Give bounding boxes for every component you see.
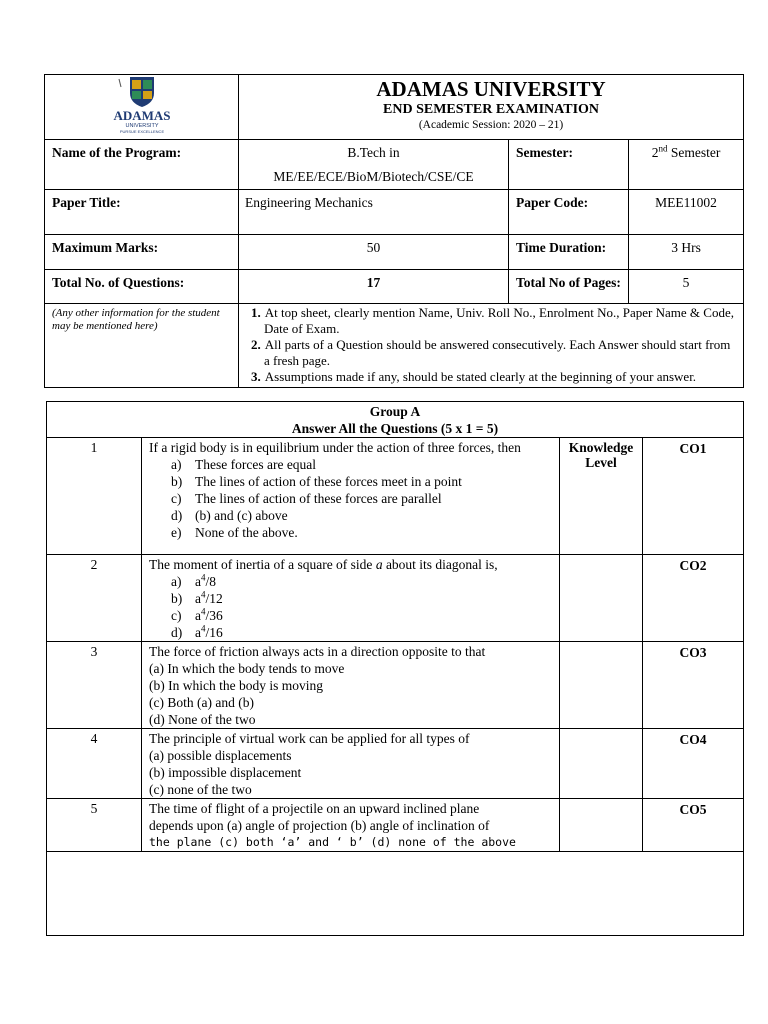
semester-label: Semester: bbox=[509, 140, 629, 190]
paper-title-label: Paper Title: bbox=[45, 190, 239, 235]
max-marks-value: 50 bbox=[239, 235, 509, 270]
program-label: Name of the Program: bbox=[45, 140, 239, 190]
knowledge-level-empty bbox=[560, 729, 643, 799]
empty-row bbox=[47, 852, 744, 936]
total-pages-label: Total No of Pages: bbox=[509, 270, 629, 304]
other-info-note: (Any other information for the student may be mentioned here) bbox=[45, 304, 239, 388]
total-pages-value: 5 bbox=[629, 270, 744, 304]
question-text: The time of flight of a projectile on an upward inclined plane depends upon (a) angle of projection (b) angle of inclination of the plane (c) both ‘a’ and ‘ b’ (d) none of the above bbox=[142, 799, 560, 852]
adamas-logo bbox=[107, 75, 177, 135]
question-number: 1 bbox=[47, 438, 142, 555]
question-row bbox=[47, 642, 744, 729]
knowledge-level: Knowledge Level bbox=[560, 438, 643, 555]
group-title: Group A bbox=[369, 404, 421, 419]
time-duration-label: Time Duration: bbox=[509, 235, 629, 270]
paper-code-value: MEE11002 bbox=[629, 190, 744, 235]
question-number: 2 bbox=[47, 555, 142, 642]
crest-icon bbox=[107, 75, 177, 135]
program-line-1: B.Tech in bbox=[347, 145, 400, 160]
question-text: The principle of virtual work can be applied for all types of (a) possible displacements (b) impossible displacement (c) none of the two bbox=[142, 729, 560, 799]
time-duration-value: 3 Hrs bbox=[629, 235, 744, 270]
exam-title: END SEMESTER EXAMINATION bbox=[383, 102, 600, 117]
question-number: 5 bbox=[47, 799, 142, 852]
empty-cell bbox=[47, 852, 744, 936]
semester-value: 2nd Semester bbox=[629, 140, 744, 190]
logo-cell bbox=[45, 75, 239, 140]
question-row bbox=[47, 729, 744, 799]
instruction-item: 3. Assumptions made if any, should be stated clearly at the beginning of your answer. bbox=[251, 369, 697, 384]
academic-session: (Academic Session: 2020 – 21) bbox=[418, 119, 564, 131]
total-questions-value: 17 bbox=[239, 270, 509, 304]
instruction-item: 1. At top sheet, clearly mention Name, Univ. Roll No., Enrolment No., Paper Name & Code, Date of Exam. bbox=[251, 305, 734, 336]
question-text: The force of friction always acts in a direction opposite to that (a) In which the body tends to move (b) In which the body is moving (c) Both (a) and (b) (d) None of the two bbox=[142, 642, 560, 729]
knowledge-level-empty bbox=[560, 555, 643, 642]
university-name: ADAMAS UNIVERSITY bbox=[376, 77, 606, 101]
question-text: The moment of inertia of a square of side a about its diagonal is, a) $a^4/8$ b) $a^4/12$ c) $a^4/36$ d) $a^4/16$ bbox=[142, 555, 560, 642]
question-number: 4 bbox=[47, 729, 142, 799]
svg-text:ADAMAS: ADAMAS bbox=[112, 108, 171, 123]
paper-code-label: Paper Code: bbox=[509, 190, 629, 235]
total-questions-label: Total No. of Questions: bbox=[45, 270, 239, 304]
paper-title-value: Engineering Mechanics bbox=[239, 190, 509, 235]
program-value bbox=[239, 140, 509, 190]
question-row bbox=[47, 799, 744, 852]
instruction-item: 2. All parts of a Question should be answered consecutively. Each Answer should start from a fresh page. bbox=[251, 337, 731, 368]
svg-text:PURSUE EXCELLENCE: PURSUE EXCELLENCE bbox=[119, 129, 164, 134]
course-outcome: CO3 bbox=[643, 642, 744, 729]
knowledge-level-empty bbox=[560, 799, 643, 852]
exam-header-table bbox=[44, 74, 744, 388]
group-subtitle: Answer All the Questions (5 x 1 = 5) bbox=[291, 421, 499, 436]
knowledge-level-empty bbox=[560, 642, 643, 729]
svg-text:UNIVERSITY: UNIVERSITY bbox=[124, 123, 159, 129]
question-row bbox=[47, 555, 744, 642]
university-title-cell bbox=[239, 75, 744, 140]
instructions bbox=[239, 304, 744, 388]
course-outcome: CO2 bbox=[643, 555, 744, 642]
program-line-2: ME/EE/ECE/BioM/Biotech/CSE/CE bbox=[273, 169, 474, 184]
max-marks-label: Maximum Marks: bbox=[45, 235, 239, 270]
course-outcome: CO5 bbox=[643, 799, 744, 852]
question-row bbox=[47, 438, 744, 555]
question-text: If a rigid body is in equilibrium under the action of three forces, then a) These forces are equal b) The lines of action of these forces meet in a point c) The lines of action of these forces are parallel d) (b) and (c) above e) None of the above. bbox=[142, 438, 560, 555]
group-heading bbox=[47, 402, 744, 438]
questions-table bbox=[46, 401, 744, 936]
course-outcome: CO4 bbox=[643, 729, 744, 799]
question-number: 3 bbox=[47, 642, 142, 729]
course-outcome: CO1 bbox=[643, 438, 744, 555]
